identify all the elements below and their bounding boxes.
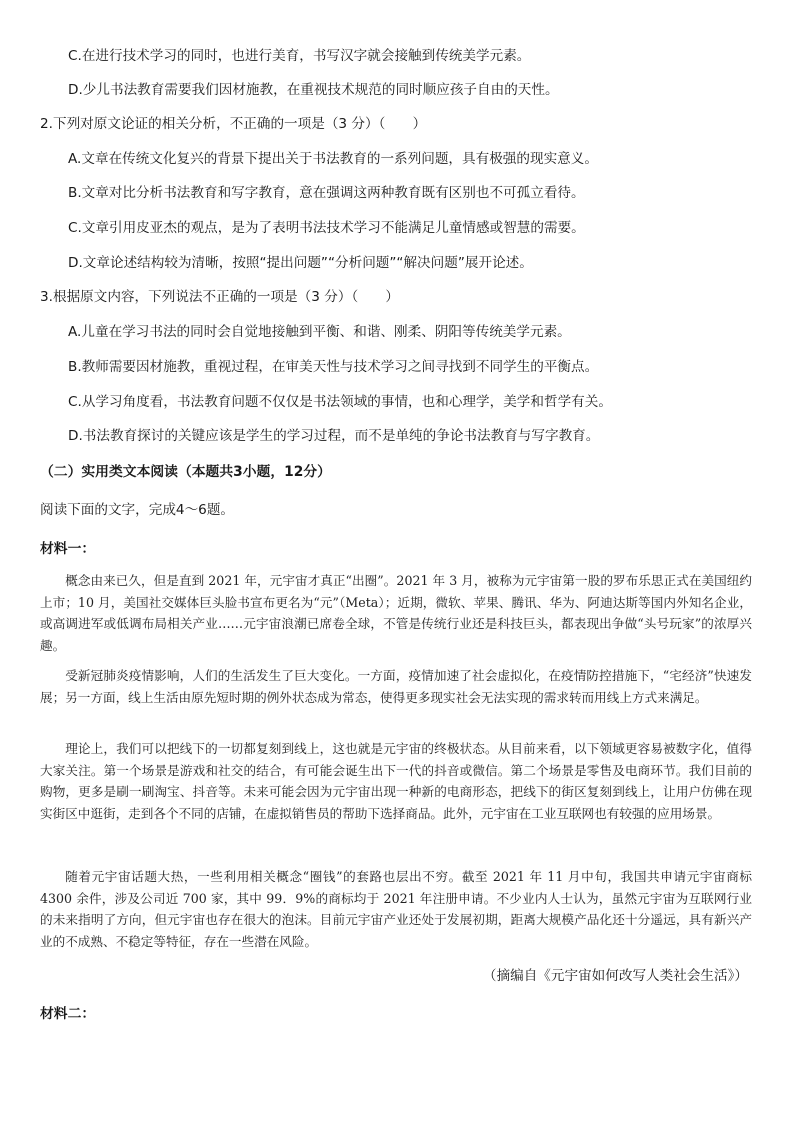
material-1-paragraph-2: 受新冠肺炎疫情影响，人们的生活发生了巨大变化。一方面，疫情加速了社会虚拟化，在疫情防控措施下，“宅经济”快速发展；另一方面，线上生活由原先短时期的例外状态成为常态，使得更多现实社会无法实现的需求转而用线上方式来满足。 [40,668,752,705]
q3-option-b: B.教师需要因材施教，重视过程，在审美天性与技术学习之间寻找到不同学生的平衡点。 [68,359,599,375]
q2-option-c: C.文章引用皮亚杰的观点，是为了表明书法技术学习不能满足儿童情感或智慧的需要。 [68,220,585,236]
material-1-heading: 材料一： [40,541,96,557]
q3-option-d: D.书法教育探讨的关键应该是学生的学习过程，而不是单纯的争论书法教育与写字教育。 [68,428,600,444]
q2-option-b: B.文章对比分析书法教育和写字教育，意在强调这两种教育既有区别也不可孤立看待。 [68,185,585,201]
material-1-source: （摘编自《元宇宙如何改写人类社会生活》） [482,968,748,984]
q1-option-c: C.在进行技术学习的同时，也进行美育，书写汉字就会接触到传统美学元素。 [68,48,531,64]
question-2-stem: 2.下列对原文论证的相关分析，不正确的一项是（3 分）（ ） [40,116,427,132]
section-2-instruction: 阅读下面的文字，完成4～6题。 [40,502,235,518]
q1-option-d: D.少儿书法教育需要我们因材施教，在重视技术规范的同时顺应孩子自由的天性。 [68,82,559,98]
material-1-paragraph-1: 概念由来已久，但是直到 2021 年，元宇宙才真正“出圈”。2021 年 3 月，被称为元宇宙第一股的罗布乐思正式在美国纽约上市；10 月，美国社交媒体巨头脸书宣布更名为“元”（Meta）；近期，微软、苹果、腾讯、华为、阿迪达斯等国内外知名企业，或高调进军或低调布局相关产业……元宇宙浪潮已席卷全球，不管是传统行业还是科技巨头，都表现出争做“头号玩家”的浓厚兴趣。 [40,573,752,653]
q3-option-a: A.儿童在学习书法的同时会自觉地接触到平衡、和谐、刚柔、阴阳等传统美学元素。 [68,324,571,340]
question-3-stem: 3.根据原文内容，下列说法不正确的一项是（3 分）（ ） [40,289,399,305]
q2-option-a: A.文章在传统文化复兴的背景下提出关于书法教育的一系列问题，具有极强的现实意义。 [68,151,598,167]
section-2-heading: （二）实用类文本阅读（本题共3小题，12分） [40,464,331,480]
material-2-heading: 材料二： [40,1006,96,1022]
q3-option-c: C.从学习角度看，书法教育问题不仅仅是书法领域的事情，也和心理学，美学和哲学有关。 [68,394,612,410]
q2-option-d: D.文章论述结构较为清晰，按照“提出问题”“分析问题”“解决问题”展开论述。 [68,255,533,271]
material-1-paragraph-4: 随着元宇宙话题大热，一些利用相关概念“圈钱”的套路也层出不穷。截至 2021 年 11 月中旬，我国共申请元宇宙商标4300 余件，涉及公司近 700 家，其中 99．9%的商标均于 2021 年注册申请。不少业内人士认为，虽然元宇宙为互联网行业的未来指明了方向，但元宇宙也存在很大的泡沫。目前元宇宙产业还处于发展初期，距离大规模产品化还十分遥远，具有新兴产业的不成熟、不稳定等特征，存在一些潜在风险。 [40,869,752,949]
material-1-paragraph-3: 理论上，我们可以把线下的一切都复刻到线上，这也就是元宇宙的终极状态。从目前来看，以下领域更容易被数字化，值得大家关注。第一个场景是游戏和社交的结合，有可能会诞生出下一代的抖音或微信。第二个场景是零售及电商环节。我们目前的购物，更多是刷一刷淘宝、抖音等。未来可能会因为元宇宙出现一种新的电商形态，把线下的街区复刻到线上，让用户仿佛在现实街区中逛街，走到各个不同的店铺，在虚拟销售员的帮助下选择商品。此外，元宇宙在工业互联网也有较强的应用场景。 [40,741,752,821]
